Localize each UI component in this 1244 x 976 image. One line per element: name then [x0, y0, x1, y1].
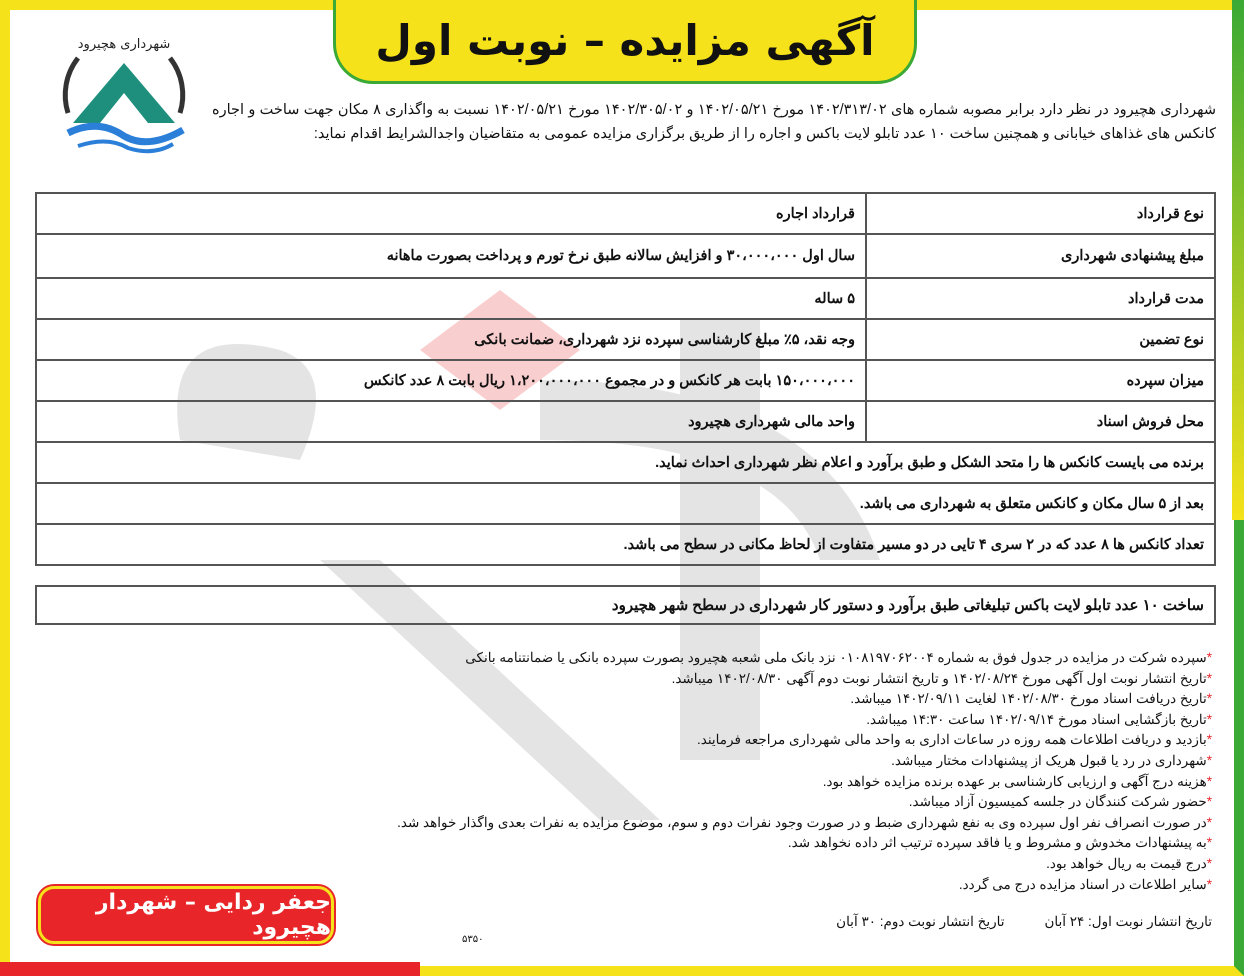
- municipality-logo-icon: [48, 18, 200, 158]
- list-item-text: به پیشنهادات مخدوش و مشروط و یا فاقد سپرده ترتیب اثر داده نخواهد شد.: [787, 835, 1207, 851]
- list-item: [352, 792, 1212, 813]
- list-item-text: تاریخ انتشار نوبت اول آگهی مورخ ۱۴۰۲/۰۸/۲۴ و تاریخ انتشار نوبت دوم آگهی ۱۴۰۲/۰۸/۳۰ میباشد.: [671, 670, 1207, 686]
- row-label: مبلغ پیشنهادی شهرداری: [866, 234, 1215, 278]
- svg-text:شهرداری هچیرود: شهرداری هچیرود: [77, 37, 171, 52]
- table-row: [36, 278, 1215, 319]
- list-item: [352, 854, 1212, 875]
- bullet-star-icon: *: [1206, 650, 1212, 665]
- list-item-text: در صورت انصراف نفر اول سپرده وی به نفع شهرداری ضبط و در صورت وجود نفرات دوم و سوم، موضوع مزایده به نفرات بعدی واگذار خواهد شد.: [397, 814, 1207, 830]
- list-item-text: سپرده شرکت در مزایده در جدول فوق به شماره ۰۱۰۸۱۹۷۰۶۲۰۰۴ نزد بانک ملی شعبه هچیرود بصورت سپرده بانکی یا ضمانتنامه بانکی: [465, 650, 1207, 665]
- table-row: [36, 319, 1215, 360]
- frame-accent-green: [1232, 0, 1244, 520]
- bullet-star-icon: *: [1206, 855, 1212, 871]
- table-note: بعد از ۵ سال مکان و کانکس متعلق به شهرداری می باشد.: [36, 483, 1215, 524]
- list-item-text: هزینه درج آگهی و ارزیابی کارشناسی بر عهده برنده مزایده خواهد بود.: [822, 773, 1207, 789]
- list-item: [352, 710, 1212, 731]
- bullet-star-icon: *: [1206, 876, 1212, 892]
- bullet-star-icon: *: [1206, 835, 1212, 851]
- table-row: [36, 360, 1215, 401]
- table-note-row: [36, 524, 1215, 565]
- page-title: آگهی مزایده – نوبت اول: [375, 16, 875, 65]
- intro-paragraph: شهرداری هچیرود در نظر دارد برابر مصوبه شماره های ۱۴۰۲/۳۱۳/۰۲ مورخ ۱۴۰۲/۰۵/۲۱ و ۱۴۰۲/۳۰۵/۰۲ مورخ ۱۴۰۲/۰۵/۲۱ نسبت به واگذاری ۸ مکان جهت ساخت و اجاره کانکس های غذاهای خیابانی و همچنین ساخت ۱۰ عدد تابلو لایت باکس و اجاره را از طریق برگزاری مزایده عمومی به متقاضیان واجدالشرایط اقدام نماید:: [212, 102, 1217, 142]
- row-value: سال اول ۳۰،۰۰۰،۰۰۰ و افزایش سالانه طبق نرخ تورم و پرداخت بصورت ماهانه: [36, 234, 866, 278]
- bullet-star-icon: *: [1206, 814, 1212, 830]
- row-label: مدت قرارداد: [866, 278, 1215, 319]
- row-value: ۱۵۰،۰۰۰،۰۰۰ بابت هر کانکس و در مجموع ۱،۲۰۰،۰۰۰،۰۰۰ ریال بابت ۸ عدد کانکس: [36, 360, 866, 401]
- lightbox-note: ساخت ۱۰ عدد تابلو لایت باکس تبلیغاتی طبق برآورد و دستور کار شهرداری در سطح شهر هچیرود: [35, 585, 1216, 625]
- table-note-row: [36, 483, 1215, 524]
- table-note-row: [36, 442, 1215, 483]
- auction-details-table: [35, 192, 1216, 566]
- table-note: تعداد کانکس ها ۸ عدد که در ۲ سری ۴ تایی در دو مسیر متفاوت از لحاظ مکانی در سطح می باشد.: [36, 524, 1215, 565]
- title-banner: [333, 0, 917, 84]
- table-row: [36, 401, 1215, 442]
- list-item: [352, 689, 1212, 710]
- frame-accent-red: [0, 962, 420, 976]
- second-publication-date: تاریخ انتشار نوبت دوم: ۳۰ آبان: [836, 914, 1005, 929]
- list-item-text: درج قیمت به ریال خواهد بود.: [1046, 855, 1207, 871]
- bullet-star-icon: *: [1206, 794, 1212, 810]
- bullet-star-icon: *: [1206, 691, 1212, 707]
- table-note: برنده می بایست کانکس ها را متحد الشکل و طبق برآورد و اعلام نظر شهرداری احداث نماید.: [36, 442, 1215, 483]
- list-item: [352, 833, 1212, 854]
- table-row: [36, 193, 1215, 234]
- first-publication-date: تاریخ انتشار نوبت اول: ۲۴ آبان: [1044, 914, 1212, 929]
- bullet-star-icon: *: [1206, 773, 1212, 789]
- row-value: واحد مالی شهرداری هچیرود: [36, 401, 866, 442]
- row-value: ۵ ساله: [36, 278, 866, 319]
- conditions-list: [352, 648, 1212, 895]
- publication-dates: [836, 914, 1212, 930]
- row-label: محل فروش اسناد: [866, 401, 1215, 442]
- table-row: [36, 234, 1215, 278]
- list-item-text: بازدید و دریافت اطلاعات همه روزه در ساعات اداری به واحد مالی شهرداری مراجعه فرمایند.: [697, 732, 1207, 748]
- list-item-text: سایر اطلاعات در اسناد مزایده درج می گردد.: [958, 876, 1207, 892]
- list-item-text: شهرداری در رد یا قبول هریک از پیشنهادات مختار میباشد.: [891, 752, 1207, 768]
- mayor-signature-badge: [38, 886, 334, 944]
- signature-text: جعفر ردایی – شهردار هچیرود: [95, 890, 331, 940]
- bullet-star-icon: *: [1206, 711, 1212, 727]
- row-value: وجه نقد، ۵٪ مبلغ کارشناسی سپرده نزد شهرداری، ضمانت بانکی: [36, 319, 866, 360]
- list-item-text: حضور شرکت کنندگان در جلسه کمیسیون آزاد میباشد.: [908, 794, 1207, 810]
- list-item: [352, 772, 1212, 793]
- list-item: [352, 875, 1212, 896]
- bullet-star-icon: *: [1206, 732, 1212, 748]
- list-item-text: تاریخ بازگشایی اسناد مورخ ۱۴۰۲/۰۹/۱۴ ساعت ۱۴:۳۰ میباشد.: [866, 711, 1207, 727]
- list-item: [352, 648, 1212, 669]
- ad-code: ۵۳۵۰: [462, 934, 484, 945]
- bullet-star-icon: *: [1206, 670, 1212, 686]
- row-label: میزان سپرده: [866, 360, 1215, 401]
- list-item-text: تاریخ دریافت اسناد مورخ ۱۴۰۲/۰۸/۳۰ لغایت ۱۴۰۲/۰۹/۱۱ میباشد.: [850, 691, 1207, 707]
- list-item: [352, 751, 1212, 772]
- bullet-star-icon: *: [1206, 752, 1212, 768]
- list-item: [352, 730, 1212, 751]
- row-value: قرارداد اجاره: [36, 193, 866, 234]
- list-item: [352, 669, 1212, 690]
- list-item: [352, 813, 1212, 834]
- row-label: نوع قرارداد: [866, 193, 1215, 234]
- row-label: نوع تضمین: [866, 319, 1215, 360]
